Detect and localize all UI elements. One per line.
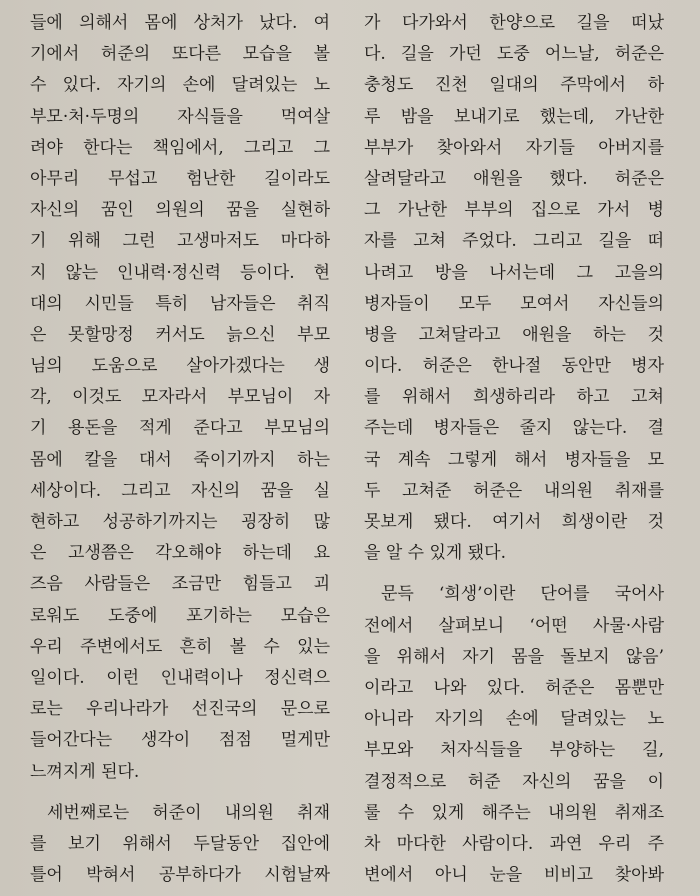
text-line: 두 고쳐준 허준은 내의원 취재를 (364, 480, 664, 501)
text-line: 자를 고쳐 주었다. 그리고 길을 떠 (364, 231, 664, 252)
text-line: 기 용돈을 적게 준다고 부모님의 (30, 418, 330, 439)
text-line: 결정적으로 허준 자신의 꿈을 이 (364, 771, 664, 792)
text-line: 아니라 자기의 손에 달려있는 노 (364, 709, 664, 730)
text-line: 를 위해서 희생하리라 하고 고쳐 (364, 387, 664, 408)
text-line: 를 보기 위해서 두달동안 집안에 (30, 833, 330, 854)
right-paragraph-2 (364, 579, 664, 891)
text-line: 은 못할망정 커서도 늙으신 부모 (30, 324, 330, 345)
text-line: 들어간다는 생각이 점점 멀게만 (30, 730, 330, 751)
text-line: 은 고생쯤은 각오해야 하는데 요 (30, 543, 330, 564)
text-line: 이라고 나와 있다. 허준은 몸뿐만 (364, 677, 664, 698)
text-line: 세번째로는 허준이 내의원 취재 (47, 802, 330, 823)
text-line: 로는 우리나라가 선진국의 문으로 (30, 699, 330, 720)
text-line: 다. 길을 가던 도중 어느날, 허준은 (364, 44, 664, 65)
left-column (30, 8, 330, 891)
text-line: 이다. 허준은 한나절 동안만 병자 (364, 356, 664, 377)
text-line: 몸에 칼을 대서 죽이기까지 하는 (30, 449, 330, 470)
text-line: 현하고 성공하기까지는 굉장히 많 (30, 512, 330, 532)
text-line: 전에서 살펴보니 ‘어떤 사물·사람 (364, 615, 664, 636)
left-paragraph-2 (30, 798, 330, 892)
text-line: 틀어 박혀서 공부하다가 시험날짜 (30, 865, 330, 886)
text-line: 수 있다. 자기의 손에 달려있는 노 (30, 75, 330, 96)
text-line: 부모·처·두명의 자식들을 먹여살 (30, 106, 330, 127)
text-line: 님의 도움으로 살아가겠다는 생 (30, 356, 330, 377)
left-paragraph-1 (30, 8, 330, 788)
text-line: 즈음 사람들은 조금만 힘들고 괴 (30, 574, 330, 595)
text-line: 차 마다한 사람이다. 과연 우리 주 (364, 833, 664, 854)
text-line: 병자들이 모두 모여서 자신들의 (364, 293, 664, 314)
right-paragraph-1 (364, 8, 664, 569)
text-line: 변에서 아니 눈을 비비고 찾아봐 (364, 865, 664, 886)
text-line: 려야 한다는 책임에서, 그리고 그 (30, 137, 330, 158)
text-line: 그 가난한 부부의 집으로 가서 병 (364, 200, 664, 221)
text-line: 문득 ‘희생’이란 단어를 국어사 (381, 584, 664, 605)
text-line: 병을 고쳐달라고 애원을 하는 것 (364, 324, 664, 345)
text-line: 로워도 도중에 포기하는 모습은 (30, 605, 330, 626)
text-line: 기에서 허준의 또다른 모습을 볼 (30, 44, 330, 65)
text-line: 못보게 됐다. 여기서 희생이란 것 (364, 512, 664, 532)
text-line: 루 밤을 보내기로 했는데, 가난한 (364, 106, 664, 127)
text-line: 충청도 진천 일대의 주막에서 하 (364, 75, 664, 96)
text-line: 기 위해 그런 고생마저도 마다하 (30, 231, 330, 252)
text-line: 룰 수 있게 해주는 내의원 취재조 (364, 802, 664, 823)
text-line: 나려고 방을 나서는데 그 고을의 (364, 262, 664, 283)
text-line: 아무리 무섭고 험난한 길이라도 (30, 168, 330, 189)
right-column (364, 8, 664, 891)
text-line: 들에 의해서 몸에 상처가 났다. 여 (30, 13, 330, 33)
text-line: 자신의 꿈인 의원의 꿈을 실현하 (30, 200, 330, 221)
text-line: 대의 시민들 특히 남자들은 취직 (30, 293, 330, 314)
text-line: 일이다. 이런 인내력이나 정신력으 (30, 667, 330, 688)
text-line: 국 계속 그렇게 해서 병자들을 모 (364, 449, 664, 470)
text-line: 우리 주변에서도 흔히 볼 수 있는 (30, 636, 330, 657)
text-line: 가 다가와서 한양으로 길을 떠났 (364, 13, 664, 33)
text-line: 느껴지게 된다. (30, 761, 140, 782)
text-line: 부모와 처자식들을 부양하는 길, (364, 740, 664, 761)
text-line: 주는데 병자들은 줄지 않는다. 결 (364, 418, 664, 439)
text-line: 을 위해서 자기 몸을 돌보지 않음’ (364, 646, 664, 667)
text-line: 지 않는 인내력·정신력 등이다. 현 (30, 262, 330, 283)
text-line: 각, 이것도 모자라서 부모님이 자 (30, 387, 330, 408)
text-line: 세상이다. 그리고 자신의 꿈을 실 (30, 480, 330, 501)
text-line: 살려달라고 애원을 했다. 허준은 (364, 168, 664, 189)
text-line: 을 알 수 있게 됐다. (364, 543, 506, 564)
text-line: 부부가 찾아와서 자기들 아버지를 (364, 137, 664, 158)
